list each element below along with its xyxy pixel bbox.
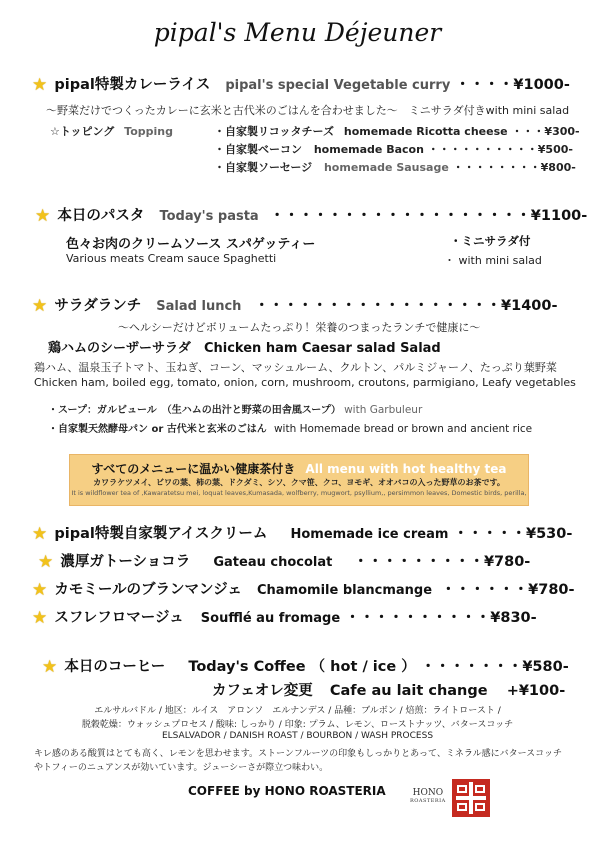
coffee-info-1: エルサルバドル / 地区：ルイス アロンソ エルナンデス / 品種：ブルボン / 焙煎：ライトロースト /	[94, 706, 501, 716]
topping-ricotta: ・自家製リコッタチーズ homemade Ricotta cheese ・・・¥300-	[214, 125, 580, 138]
curry-desc: 〜野菜だけでつくったカレーに玄米と古代米のごはんを合わせました〜 ミニサラダ付きwith mini salad	[46, 104, 570, 117]
coffee-credit: COFFEE by HONO ROASTERIA	[188, 784, 386, 798]
star-icon: ★	[32, 75, 48, 95]
star-icon: ★	[32, 580, 48, 600]
curry-heading: ★ pipal特製カレーライス pipal's special Vegetable curry ・・・・¥1000-	[32, 75, 570, 95]
salad-soup: ・スープ：ガルビュール （生ハムの出汁と野菜の田舎風スープ） with Garbuleur	[48, 404, 423, 416]
topping-bacon: ・自家製ベーコン homemade Bacon ・・・・・・・・・・¥500-	[214, 143, 573, 156]
salad-dish: 鶏ハムのシーザーサラダ Chicken ham Caesar salad Salad	[48, 341, 441, 356]
star-icon: ★	[38, 552, 54, 572]
dessert-ice-cream: ★ pipal特製自家製アイスクリーム Homemade ice cream ・・・・・¥530-	[32, 524, 573, 544]
hono-roasteria-logo-icon	[452, 779, 490, 817]
salad-bread: ・自家製天然酵母パン or 古代米と玄米のごはん with Homemade bread or brown and ancient rice	[48, 423, 533, 435]
topping-sausage: ・自家製ソーセージ homemade Sausage ・・・・・・・・¥800-	[214, 161, 576, 174]
salad-ingredients-jp: 鶏ハム、温泉玉子トマト、玉ねぎ、コーン、マッシュルーム、クルトン、パルミジャーノ、たっぷり葉野菜	[34, 361, 557, 374]
salad-desc: 〜ヘルシーだけどボリュームたっぷり！栄養のつまったランチで健康に〜	[118, 321, 481, 334]
coffee-note-1: キレ感のある酸質はとても高く、レモンを思わせます。ストーンフルーツの印象もしっかりとあって、ミネラル感にバタースコッチ	[34, 749, 562, 759]
dessert-souffle: ★ スフレフロマージュ Soufflé au fromage ・・・・・・・・・・¥830-	[32, 608, 537, 628]
hono-roasteria-logo-text: HONO ROASTERIA	[410, 788, 446, 804]
pasta-dish-jp: 色々お肉のクリームソース スパゲッティー	[66, 237, 316, 252]
star-icon: ★	[32, 524, 48, 544]
salad-ingredients-en: Chicken ham, boiled egg, tomato, onion, corn, mushroom, croutons, parmigiano, Leafy vegetables	[34, 376, 576, 389]
healthy-tea-banner: すべてのメニューに温かい健康茶付き All menu with hot healthy tea カワラケツメイ、ビワの葉、柿の葉、ドクダミ、シソ、クマ笹、クコ、ヨモギ、オオバコの入った野草のお茶です。 It is wildflower tea of ,Kawaratetsu mei, loquat leaves,Kumasada, wolfberry, mugwort, psyllium,, persimmon leaves, Domestic birds, perilla,	[69, 454, 529, 506]
coffee-info-3: ELSALVADOR / DANISH ROAST / BOURBON / WASH PROCESS	[161, 731, 434, 741]
coffee-info-2: 脱穀乾燥：ウォッシュプロセス / 酸味: しっかり / 印象: プラム、レモン、ローストナッツ、バタースコッチ	[81, 720, 514, 730]
dessert-blancmange: ★ カモミールのブランマンジェ Chamomile blancmange ・・・・・・¥780-	[32, 580, 575, 600]
pasta-note-en: ・ with mini salad	[444, 254, 542, 267]
pasta-note-jp: ・ミニサラダ付	[450, 234, 531, 248]
star-icon: ★	[42, 657, 58, 677]
coffee-note-2: やトフィーのニュアンスが効いています。ジューシーさが際立つ味わい。	[34, 763, 329, 773]
dessert-gateau: ★ 濃厚ガトーショコラ Gateau chocolat ・・・・・・・・・¥780-	[38, 552, 531, 572]
pasta-heading: ★ 本日のパスタ Today's pasta ・・・・・・・・・・・・・・・・・・¥1100-	[35, 206, 588, 226]
star-icon: ★	[32, 296, 48, 316]
star-icon: ★	[35, 206, 51, 226]
coffee-change: カフェオレ変更 Cafe au lait change +¥100-	[212, 683, 566, 699]
salad-heading: ★ サラダランチ Salad lunch ・・・・・・・・・・・・・・・・・¥1400-	[32, 296, 558, 316]
star-icon: ★	[32, 608, 48, 628]
pasta-dish-en: Various meats Cream sauce Spaghetti	[66, 252, 277, 265]
coffee-heading: ★ 本日のコーヒー Today's Coffee （ hot / ice ） ・・・・・・・¥580-	[42, 657, 569, 677]
page-title: pipal's Menu Déjeuner	[153, 18, 442, 47]
topping-label: ☆トッピング Topping	[50, 125, 173, 138]
